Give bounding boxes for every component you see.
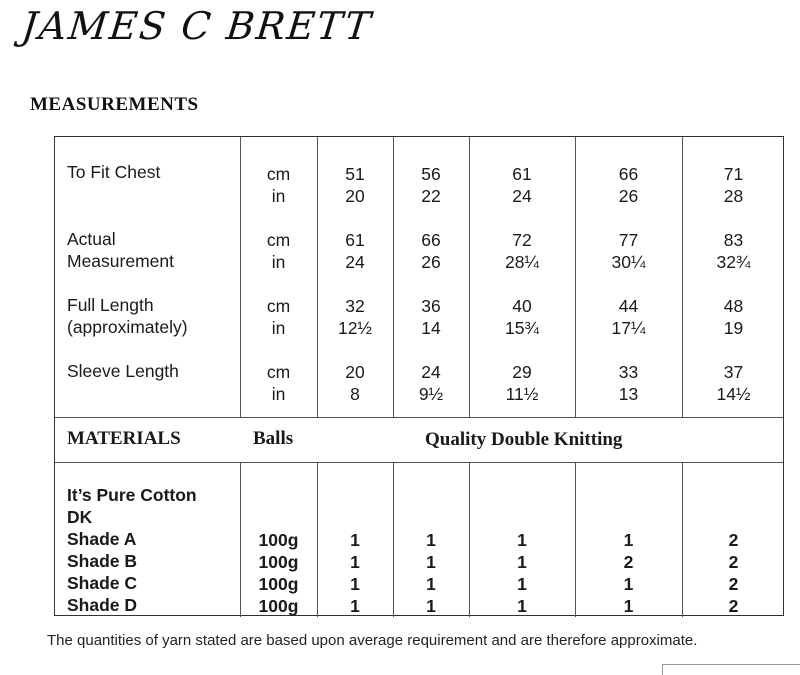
size-value: 12½ [337,318,373,338]
size-value: 19 [723,318,744,338]
ball-count: 2 [728,574,739,594]
ball-count: 1 [517,552,527,572]
size-value: 29 [512,362,532,382]
size-value: 61 [345,230,365,250]
size-value: 72 [512,230,532,250]
ball-count: 2 [728,530,739,550]
ball-count: 1 [350,552,360,572]
shade-weight: 100g [258,596,299,616]
shade-name: Shade C [67,573,138,593]
size-value: 8 [350,384,360,404]
ball-count: 2 [728,552,739,572]
unit-in: in [271,318,286,338]
row-divider [55,462,783,463]
measurements-table [54,136,784,616]
shade-name: Shade B [67,551,138,571]
ball-count: 2 [623,552,634,572]
unit-cm: cm [266,230,291,250]
size-value: 24 [345,252,365,272]
size-value: 24 [512,186,532,206]
unit-cm: cm [266,164,291,184]
ball-count: 1 [426,530,436,550]
ball-count: 1 [623,530,634,550]
measurements-heading: MEASUREMENTS [30,94,199,115]
size-value: 66 [618,164,639,184]
size-value: 9½ [418,384,444,404]
size-value: 28¼ [504,252,540,272]
unit-in: in [271,384,286,404]
row-label: To Fit Chest [67,162,161,182]
ball-count: 1 [517,530,527,550]
unit-in: in [271,252,286,272]
size-value: 26 [618,186,639,206]
size-value: 14 [421,318,441,338]
size-value: 77 [618,230,639,250]
size-value: 15¾ [504,318,540,338]
size-value: 51 [345,164,365,184]
yarn-name: It’s Pure Cotton [67,485,197,505]
size-value: 17¼ [611,318,646,338]
size-value: 71 [723,164,744,184]
size-value: 14½ [716,384,751,404]
footnote: The quantities of yarn stated are based upon average requirement and are therefore approximate. [47,632,698,649]
shade-name: Shade D [67,595,138,615]
size-value: 24 [421,362,441,382]
size-value: 20 [345,362,365,382]
row-label: (approximately) [67,317,188,337]
row-label: Actual [67,229,116,249]
row-label: Full Length [67,295,154,315]
size-value: 28 [723,186,744,206]
size-value: 30¼ [611,252,646,272]
quality-heading: Quality Double Knitting [425,429,623,450]
ball-count: 1 [517,596,527,616]
yarn-name: DK [67,507,93,527]
shade-name: Shade A [67,529,137,549]
balls-heading: Balls [253,428,294,449]
row-label: Sleeve Length [67,361,179,381]
ball-count: 1 [426,574,436,594]
ball-count: 1 [350,574,360,594]
size-value: 36 [421,296,441,316]
size-value: 22 [421,186,441,206]
size-value: 61 [512,164,532,184]
size-value: 33 [618,362,639,382]
ball-count: 1 [426,596,436,616]
size-value: 40 [512,296,532,316]
size-value: 11½ [505,384,539,404]
shade-weight: 100g [258,574,299,594]
ball-count: 1 [350,530,360,550]
row-divider [55,417,783,418]
size-value: 44 [618,296,639,316]
brand-title: JAMES C BRETT [19,4,375,48]
row-label: Measurement [67,251,174,271]
materials-heading: MATERIALS [67,428,181,449]
unit-cm: cm [266,362,291,382]
size-value: 56 [421,164,441,184]
shade-weight: 100g [258,530,299,550]
size-value: 48 [723,296,744,316]
size-value: 20 [345,186,365,206]
ball-count: 1 [350,596,360,616]
ball-count: 2 [728,596,739,616]
unit-cm: cm [266,296,291,316]
ball-count: 1 [426,552,436,572]
size-value: 32¾ [716,252,751,272]
unit-in: in [271,186,286,206]
size-value: 37 [723,362,744,382]
ball-count: 1 [623,574,634,594]
shade-weight: 100g [258,552,299,572]
size-value: 66 [421,230,441,250]
size-value: 13 [618,384,639,404]
size-value: 32 [345,296,365,316]
ball-count: 1 [623,596,634,616]
size-value: 26 [421,252,441,272]
ball-count: 1 [517,574,527,594]
size-value: 83 [723,230,744,250]
